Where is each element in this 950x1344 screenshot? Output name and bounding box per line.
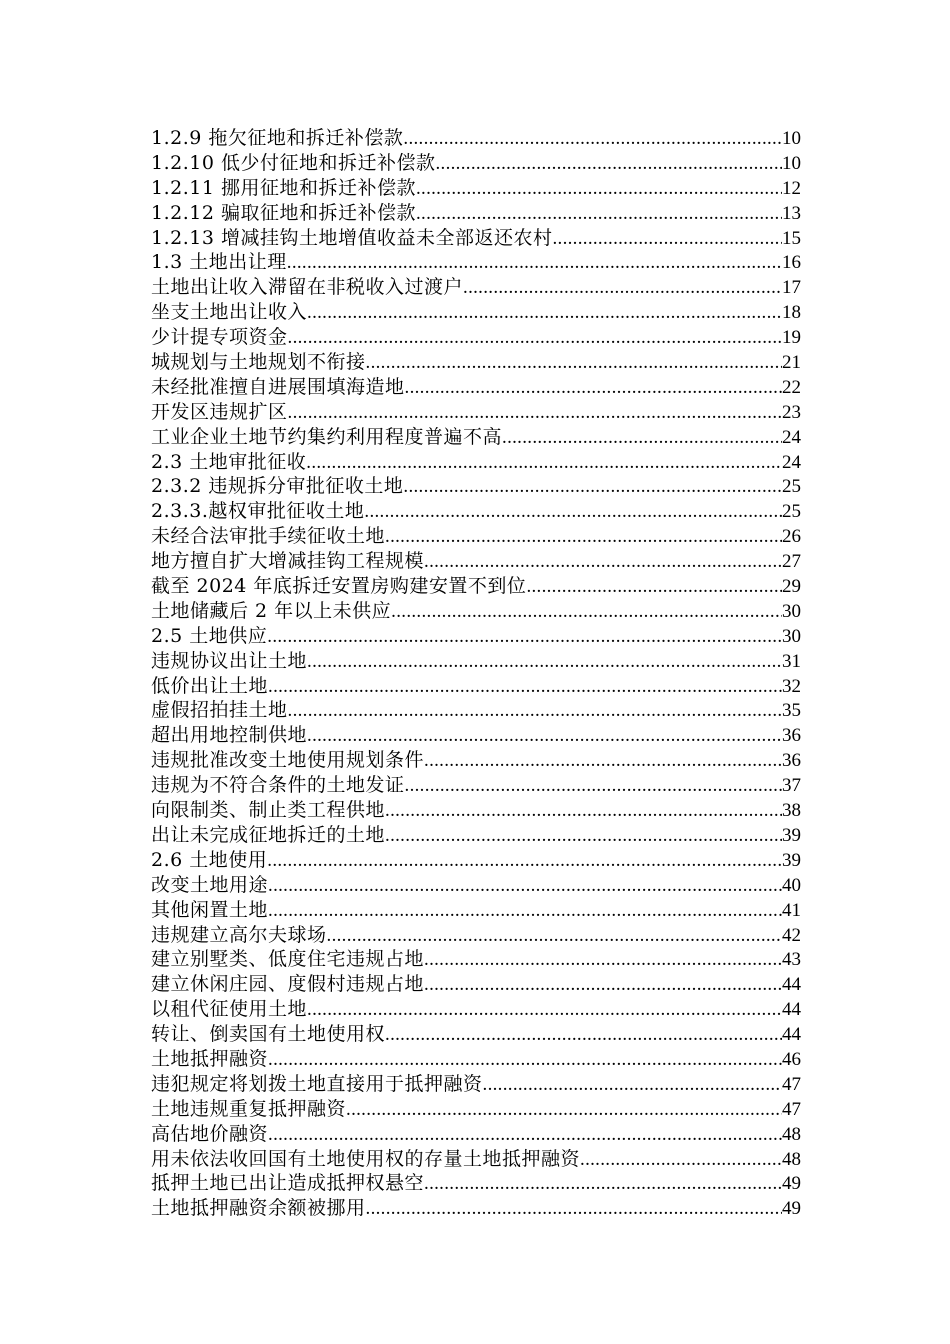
toc-dot-leader [424,550,782,574]
toc-entry-title: 土地出让收入滞留在非税收入过渡户 [151,276,464,299]
toc-entry-page-number: 48 [782,1123,801,1145]
toc-entry-title: 1.2.9 拖欠征地和拆迁补偿款 [151,127,404,149]
toc-entry[interactable] [151,823,801,848]
toc-entry-page-number: 10 [782,128,801,149]
toc-dot-leader [268,675,782,699]
toc-dot-leader [385,1023,782,1047]
toc-entry[interactable] [151,176,801,201]
toc-entry[interactable] [151,226,801,251]
toc-entry-title: 1.3 土地出让理 [151,251,287,274]
toc-entry[interactable] [151,375,801,400]
toc-entry[interactable] [151,1022,801,1047]
toc-entry-page-number: 21 [782,352,801,374]
toc-entry-page-number: 12 [782,177,801,199]
toc-dot-leader [424,948,782,972]
toc-entry-page-number: 30 [782,600,801,622]
toc-entry-title: 地方擅自扩大增减挂钩工程规模 [151,550,425,573]
toc-entry[interactable] [151,275,801,300]
toc-entry-title: 土地违规重复抵押融资 [151,1097,347,1120]
toc-entry[interactable] [151,450,801,475]
toc-entry-page-number: 24 [782,426,801,448]
toc-entry-title: 建立休闲庄园、度假村违规占地 [151,973,425,996]
toc-entry-page-number: 25 [782,476,801,498]
toc-entry-title: 2.6 土地使用 [151,848,268,871]
toc-dot-leader [424,1172,782,1196]
toc-dot-leader [424,973,782,997]
toc-entry[interactable] [151,798,801,823]
toc-entry-page-number: 36 [782,725,801,747]
toc-entry-page-number: 44 [782,1024,801,1046]
toc-entry[interactable] [151,723,801,748]
toc-entry-page-number: 42 [782,924,801,946]
toc-dot-leader [526,575,782,599]
toc-entry-title: 1.2.12 骗取征地和拆迁补偿款 [151,201,416,224]
toc-entry[interactable] [151,624,801,649]
toc-entry-page-number: 27 [782,551,801,573]
toc-entry-page-number: 48 [782,1148,801,1170]
toc-entry-title: 坐支土地出让收入 [151,301,308,324]
toc-entry[interactable] [151,574,801,599]
toc-entry[interactable] [151,151,801,176]
toc-entry-page-number: 36 [782,750,801,772]
toc-dot-leader [403,127,782,151]
toc-entry[interactable] [151,499,801,524]
toc-entry-page-number: 23 [782,401,801,423]
toc-entry-page-number: 10 [782,152,801,174]
toc-dot-leader [267,849,782,873]
toc-entry[interactable] [151,549,801,574]
toc-dot-leader [552,227,782,251]
toc-dot-leader [483,1073,782,1097]
toc-entry-page-number: 19 [782,327,801,349]
toc-entry-page-number: 18 [782,302,801,324]
toc-entry-title: 土地抵押融资余额被挪用 [151,1197,366,1220]
toc-entry[interactable] [151,649,801,674]
toc-dot-leader [416,177,782,201]
toc-entry[interactable] [151,748,801,773]
toc-entry-page-number: 44 [782,999,801,1021]
toc-entry-title: 开发区违规扩区 [151,400,288,423]
toc-entry-page-number: 40 [782,874,801,896]
toc-entry-title: 高估地价融资 [151,1122,269,1145]
toc-entry[interactable] [151,1196,801,1221]
toc-entry-page-number: 47 [782,1073,801,1095]
toc-entry-title: 超出用地控制供地 [151,724,308,747]
toc-dot-leader [267,625,782,649]
toc-entry-title: 用未依法收回国有土地使用权的存量土地抵押融资 [151,1147,581,1170]
toc-entry-title: 未经批准擅自进展围填海造地 [151,375,405,398]
toc-entry-page-number: 13 [782,202,801,224]
toc-entry-title: 违犯规定将划拨土地直接用于抵押融资 [151,1072,483,1095]
toc-dot-leader [435,152,782,176]
toc-dot-leader [307,650,782,674]
toc-dot-leader [327,924,782,948]
toc-entry-page-number: 17 [782,277,801,299]
toc-entry-page-number: 16 [782,252,801,274]
toc-entry[interactable] [151,1171,801,1196]
toc-entry[interactable] [151,898,801,923]
toc-entry-title: 1.2.13 增减挂钩土地增值收益未全部返还农村 [151,226,553,249]
toc-entry-title: 违规协议出让土地 [151,649,308,672]
toc-entry[interactable] [151,1147,801,1172]
toc-entry-title: 向限制类、制止类工程供地 [151,799,386,822]
toc-dot-leader [288,699,782,723]
toc-entry-page-number: 37 [782,775,801,797]
toc-dot-leader [580,1148,782,1172]
toc-entry-title: 土地抵押融资 [151,1047,269,1070]
toc-dot-leader [424,749,782,773]
toc-dot-leader [502,426,782,450]
toc-entry-page-number: 22 [782,376,801,398]
toc-entry-title: 其他闲置土地 [151,898,269,921]
toc-entry-page-number: 49 [782,1198,801,1220]
toc-dot-leader [346,1098,782,1122]
toc-entry-page-number: 24 [782,451,801,473]
toc-entry[interactable] [151,848,801,873]
toc-entry-title: 建立别墅类、低度住宅违规占地 [151,948,425,971]
toc-entry[interactable] [151,1097,801,1122]
toc-entry[interactable] [151,599,801,624]
toc-entry[interactable] [151,773,801,798]
toc-entry-page-number: 49 [782,1173,801,1195]
toc-entry-title: 违规为不符合条件的土地发证 [151,774,405,797]
toc-dot-leader [385,824,782,848]
toc-entry-page-number: 39 [782,849,801,871]
toc-entry[interactable] [151,698,801,723]
toc-entry-page-number: 15 [782,227,801,249]
toc-entry-title: 违规建立高尔夫球场 [151,923,327,946]
toc-dot-leader [288,326,782,350]
toc-entry[interactable] [151,474,801,499]
toc-entry-title: 转让、倒卖国有土地使用权 [151,1023,386,1046]
toc-entry-title: 少计提专项资金 [151,326,288,349]
toc-entry-page-number: 44 [782,974,801,996]
toc-entry-page-number: 31 [782,650,801,672]
toc-dot-leader [366,351,782,375]
toc-entry[interactable] [151,201,801,226]
toc-entry-title: 2.3.3.越权审批征收土地 [151,500,365,523]
toc-entry-title: 2.3 土地审批征收 [151,450,307,473]
toc-entry-page-number: 46 [782,1048,801,1070]
table-of-contents [151,126,801,1221]
toc-entry[interactable] [151,1047,801,1072]
toc-entry[interactable] [151,300,801,325]
toc-entry-title: 城规划与土地规划不衔接 [151,351,366,374]
toc-entry-title: 以租代征使用土地 [151,998,308,1021]
toc-entry[interactable] [151,972,801,997]
toc-dot-leader [403,475,782,499]
toc-entry-title: 1.2.10 低少付征地和拆迁补偿款 [151,151,436,174]
toc-dot-leader [364,500,782,524]
toc-entry-page-number: 38 [782,800,801,822]
toc-entry[interactable] [151,674,801,699]
toc-entry-title: 低价出让土地 [151,674,269,697]
toc-entry[interactable] [151,1122,801,1147]
toc-entry-title: 虚假招拍挂土地 [151,699,288,722]
toc-entry-page-number: 41 [782,899,801,921]
toc-entry-title: 出让未完成征地拆迁的土地 [151,823,386,846]
toc-entry-title: 2.5 土地供应 [151,624,268,647]
toc-dot-leader [307,724,782,748]
toc-entry-title: 改变土地用途 [151,873,269,896]
toc-dot-leader [306,451,782,475]
toc-dot-leader [385,525,782,549]
toc-dot-leader [416,202,782,226]
toc-entry-page-number: 35 [782,700,801,722]
toc-entry[interactable] [151,524,801,549]
toc-entry-page-number: 39 [782,824,801,846]
toc-entry-title: 工业企业土地节约集约利用程度普遍不高 [151,425,503,448]
toc-entry-title: 土地储藏后 2 年以上未供应 [151,599,392,622]
toc-dot-leader [307,301,782,325]
toc-dot-leader [385,799,782,823]
toc-entry-page-number: 25 [782,501,801,523]
toc-entry-title: 2.3.2 违规拆分审批征收土地 [151,475,404,498]
toc-entry[interactable] [151,425,801,450]
toc-entry[interactable] [151,400,801,425]
toc-dot-leader [307,998,782,1022]
toc-entry[interactable] [151,126,801,151]
toc-dot-leader [366,1197,782,1221]
toc-entry-title: 违规批准改变土地使用规划条件 [151,749,425,772]
toc-entry[interactable] [151,873,801,898]
toc-entry-page-number: 26 [782,526,801,548]
toc-entry[interactable] [151,325,801,350]
toc-entry-page-number: 47 [782,1098,801,1120]
toc-entry[interactable] [151,250,801,275]
toc-dot-leader [405,774,782,798]
toc-entry[interactable] [151,997,801,1022]
toc-entry-page-number: 29 [782,576,801,598]
toc-dot-leader [391,600,782,624]
toc-dot-leader [405,376,782,400]
toc-dot-leader [288,401,782,425]
toc-entry-title: 未经合法审批手续征收土地 [151,525,386,548]
toc-entry-page-number: 30 [782,625,801,647]
toc-entry[interactable] [151,350,801,375]
toc-dot-leader [463,276,782,300]
toc-entry-title: 截至 2024 年底拆迁安置房购建安置不到位 [151,575,527,598]
toc-entry-title: 1.2.11 挪用征地和拆迁补偿款 [151,176,416,199]
toc-entry-title: 抵押土地已出让造成抵押权悬空 [151,1172,425,1195]
toc-dot-leader [268,899,782,923]
toc-entry[interactable] [151,923,801,948]
toc-entry[interactable] [151,947,801,972]
toc-dot-leader [268,874,782,898]
toc-entry-page-number: 32 [782,675,801,697]
toc-entry-page-number: 43 [782,949,801,971]
toc-dot-leader [268,1123,782,1147]
toc-dot-leader [268,1048,782,1072]
toc-dot-leader [287,251,782,275]
toc-entry[interactable] [151,1072,801,1097]
